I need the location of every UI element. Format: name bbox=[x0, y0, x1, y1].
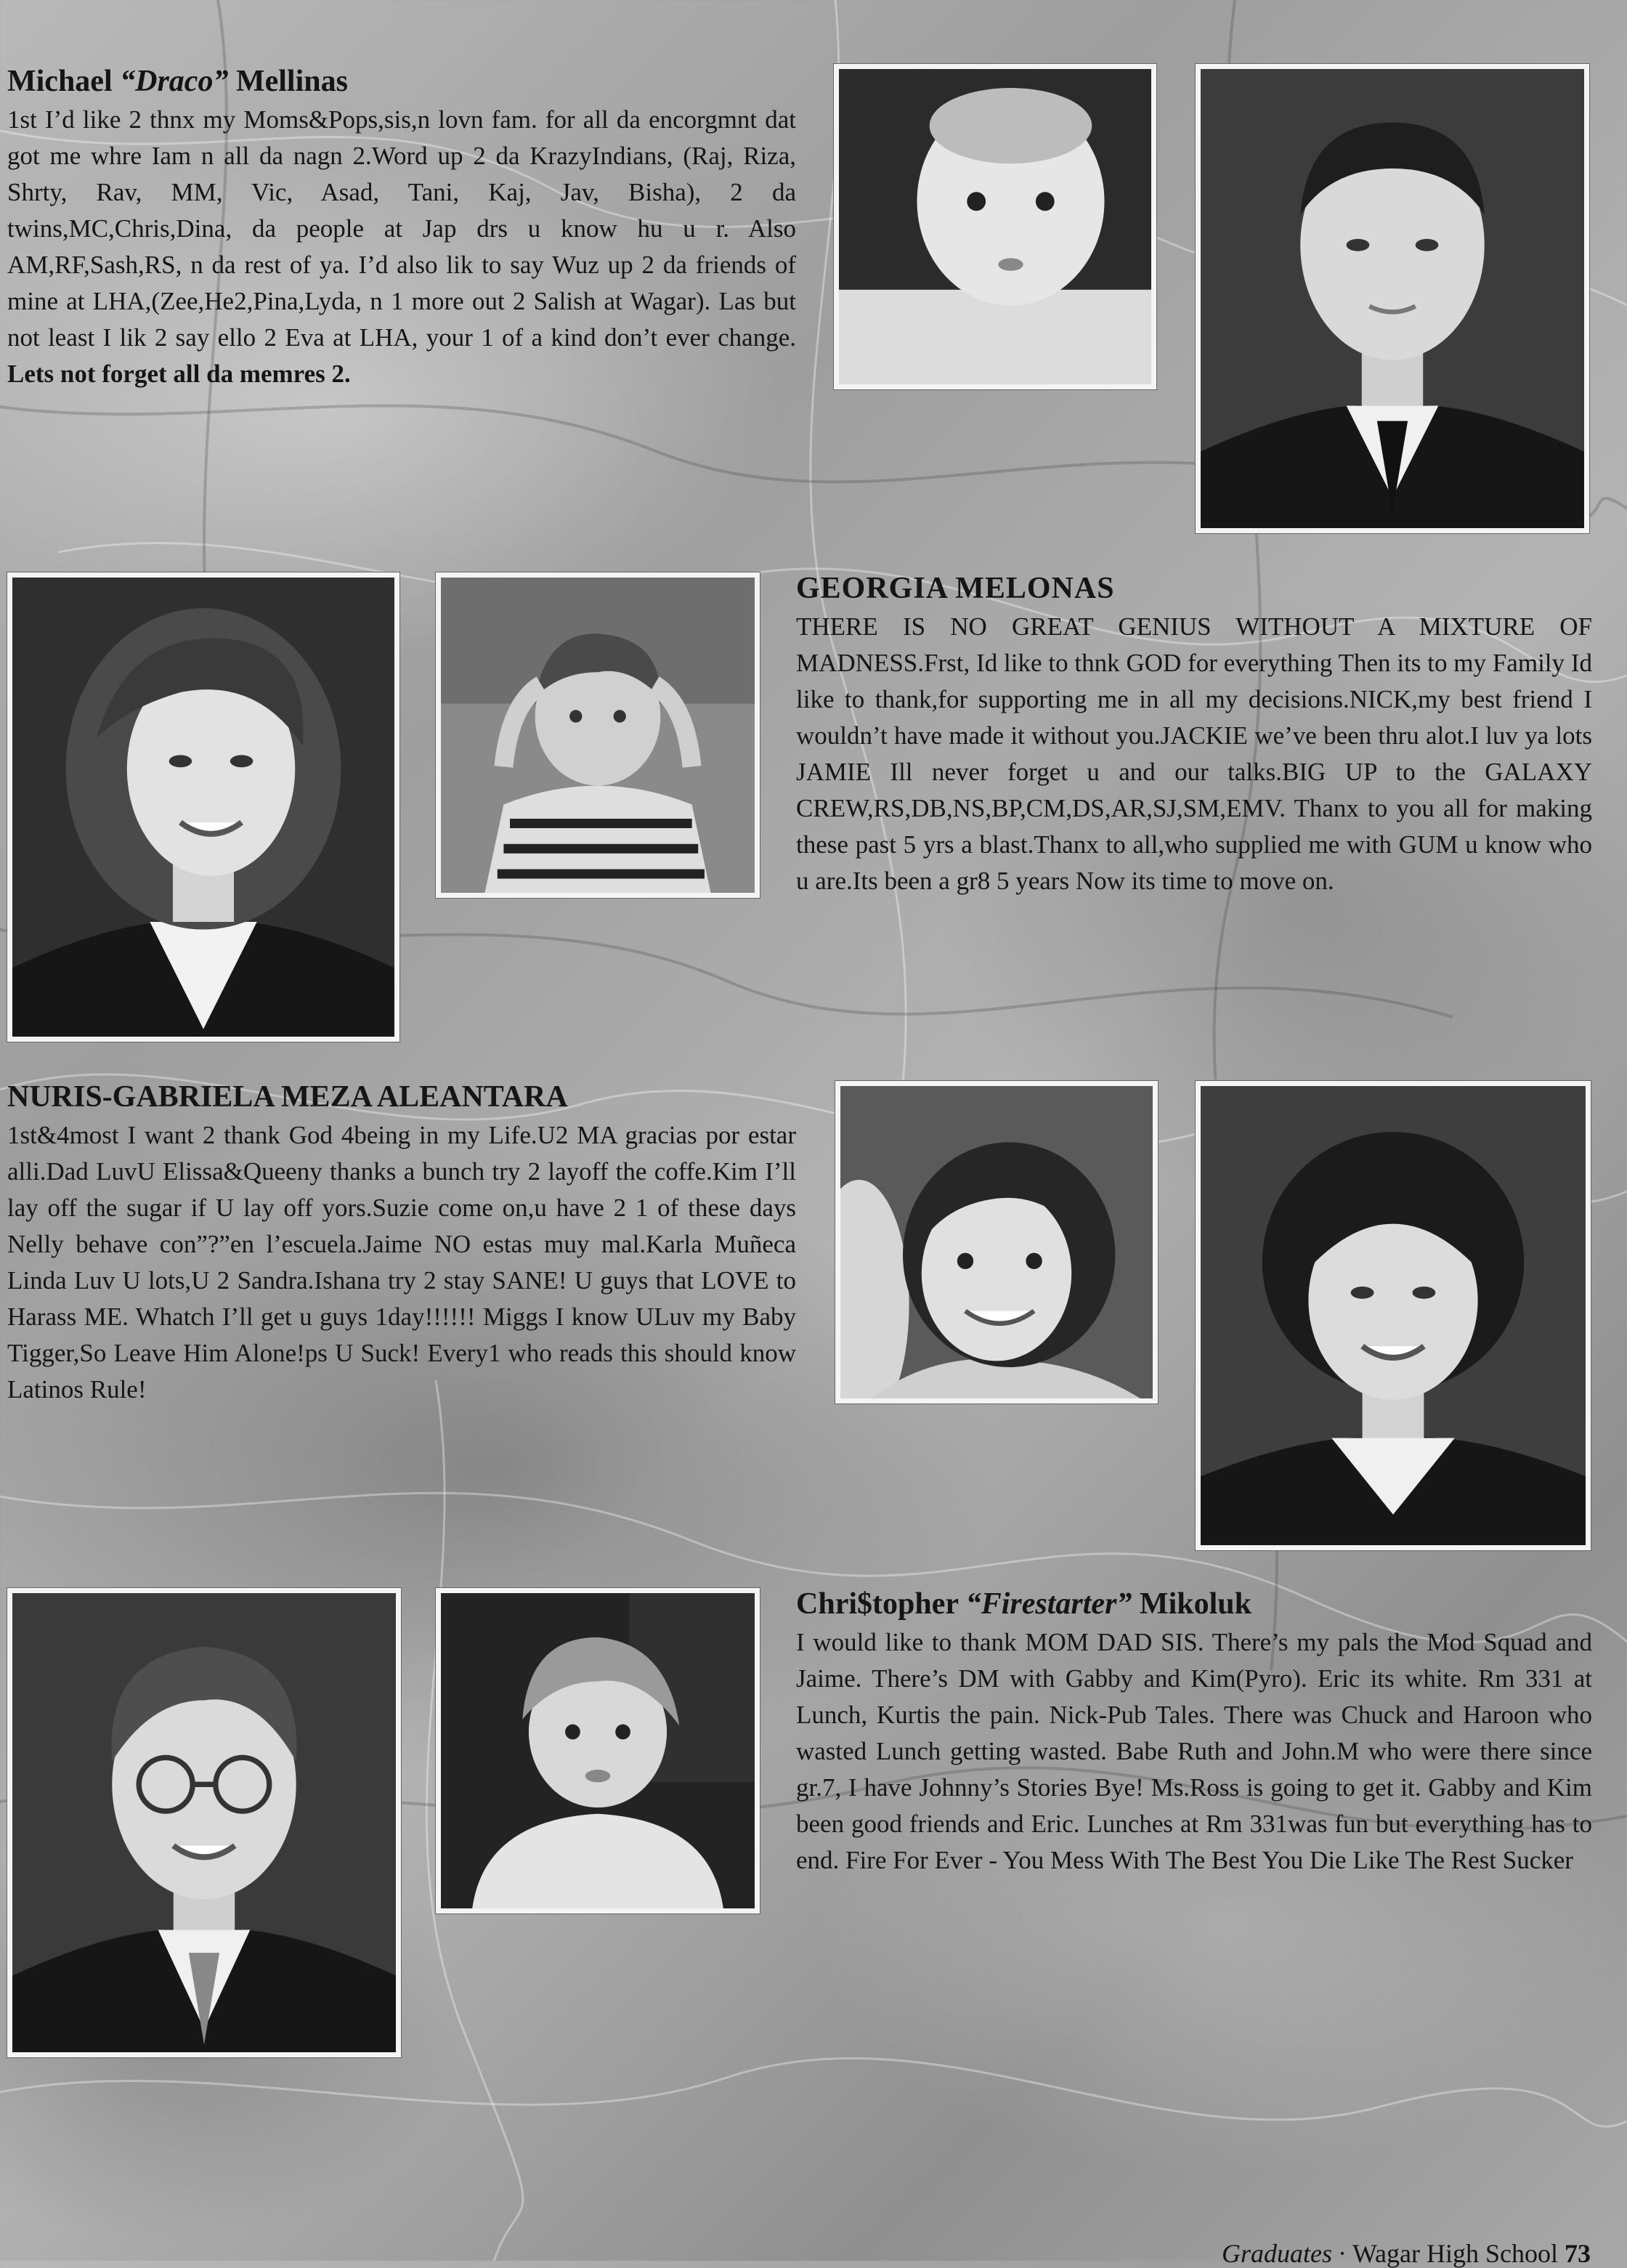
student-message: THERE IS NO GREAT GENIUS WITHOUT A MIXTURE OF MADNESS.Frst, Id like to thnk GOD for everything Then its to my Family Id like to thank,for supporting me in all my decisions.NICK,my best friend I wouldn’t have made it without you.JACKIE we’ve been thru alot.I luv ya lots JAMIE Ill never forget u and our talks.BIG UP to the GALAXY CREW,RS,DB,NS,BP,CM,DS,AR,SJ,SM,EMV. Thanx to you all for making these past 5 yrs a blast.Thanx to all,who supplied me with GUM u know who u are.Its been a gr8 5 years Now its time to move on. bbox=[796, 612, 1592, 895]
student-michael-mellinas bbox=[7, 61, 796, 392]
student-message: 1st&4most I want 2 thank God 4being in my Life.U2 MA gracias por estar alli.Dad LuvU Elissa&Queeny thanks a bunch try 2 layoff the coffe.Kim I’ll lay off the sugar if U lay off yors.Suzie come on,u have 2 1 of these days Nelly behave con”?”en l’escuela.Jaime NO estas muy mal.Karla Muñeca Linda Luv U lots,U 2 Sandra.Ishana try 2 stay SANE! U guys that LOVE to Harass ME. Whatch I’ll get u guys 1day!!!!!! Miggs I know ULuv my Baby Tigger,So Leave Him Alone!ps U Suck! Every1 who reads this should know Latinos Rule! bbox=[7, 1121, 796, 1404]
baby-photo bbox=[436, 572, 760, 898]
graduation-photo bbox=[7, 1588, 401, 2057]
student-christopher-mikoluk bbox=[796, 1584, 1592, 1879]
footer-section: Graduates bbox=[1221, 2239, 1332, 2268]
graduation-photo bbox=[1196, 1081, 1591, 1550]
student-georgia-melonas bbox=[796, 568, 1592, 899]
student-name: Chri$topher “Firestarter” Mikoluk bbox=[796, 1587, 1251, 1621]
baby-photo bbox=[834, 64, 1156, 389]
student-nuris-gabriela-meza-aleantara bbox=[7, 1077, 796, 1408]
graduation-photo bbox=[7, 572, 399, 1042]
baby-photo bbox=[436, 1588, 760, 1913]
page-footer bbox=[1222, 2239, 1591, 2268]
footer-separator: · bbox=[1337, 2239, 1347, 2268]
student-name: NURIS-GABRIELA MEZA ALEANTARA bbox=[7, 1080, 568, 1114]
student-name: GEORGIA MELONAS bbox=[796, 572, 1115, 605]
page-number: 73 bbox=[1565, 2239, 1591, 2268]
student-message: 1st I’d like 2 thnx my Moms&Pops,sis,n lovn fam. for all da encorgmnt dat got me whre Iam n all da nagn 2.Word up 2 da KrazyIndians, (Raj, Riza, Shrty, Rav, MM, Vic, Asad, Tani, Kaj, Jav, Bisha), 2 da twins,MC,Chris,Dina, da people at Jap drs u know hu u r. Also AM,RF,Sash,RS, n da rest of ya. I’d also lik to say Wuz up 2 da friends of mine at LHA,(Zee,He2,Pina,Lyda, n 1 more out 2 Salish at Wagar). Las but not least I lik 2 say ello 2 Eva at LHA, your 1 of a kind don’t ever change. Lets not forget all da memres 2. bbox=[7, 105, 796, 388]
graduation-photo bbox=[1196, 64, 1589, 533]
baby-photo bbox=[835, 1081, 1158, 1404]
student-name: Michael “Draco” Mellinas bbox=[7, 65, 348, 98]
student-message: I would like to thank MOM DAD SIS. There’s my pals the Mod Squad and Jaime. There’s DM with Gabby and Kim(Pyro). Eric its white. Rm 331 at Lunch, Kurtis the pain. Nick-Pub Tales. There was Chuck and Haroon who wasted Lunch getting wasted. Babe Ruth and John.M who were there since gr.7, I have Johnny’s Stories Bye! Ms.Ross is going to get it. Gabby and Kim been good friends and Eric. Lunches at Rm 331was fun but everything has to end. Fire For Ever - You Mess With The Best You Die Like The Rest Sucker bbox=[796, 1628, 1592, 1874]
footer-school: Wagar High School bbox=[1352, 2239, 1558, 2268]
